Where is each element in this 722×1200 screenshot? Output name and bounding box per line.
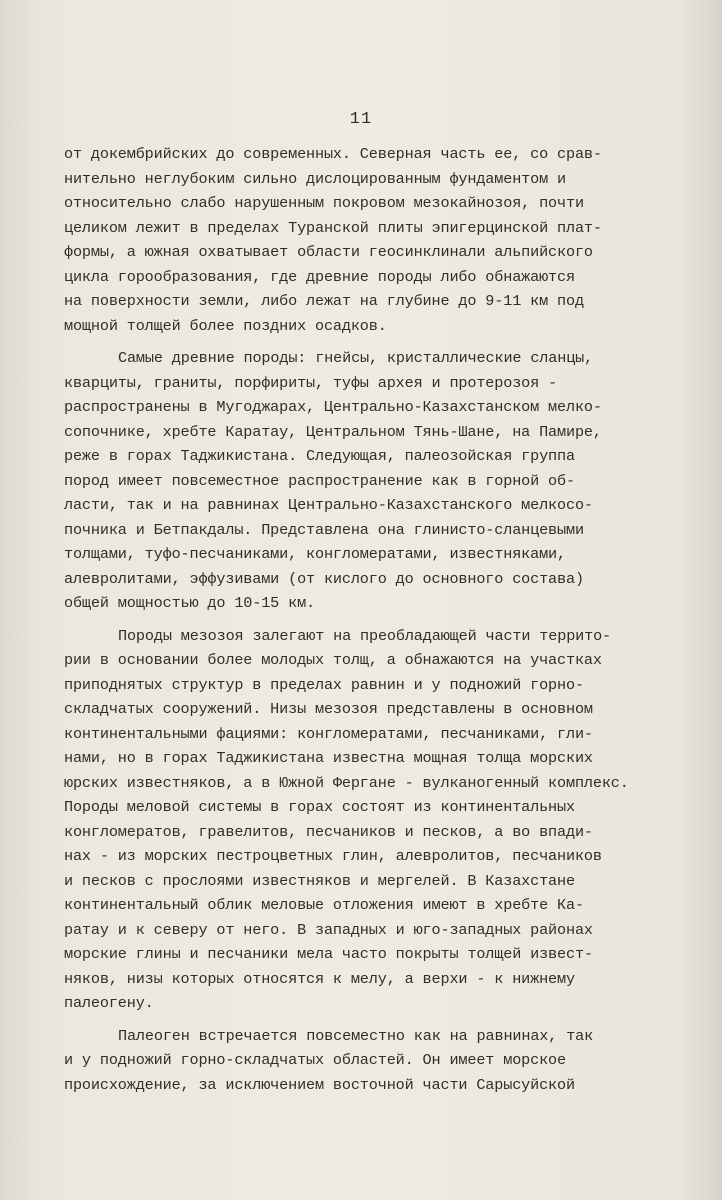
text-line: и у подножий горно-складчатых областей. Он имеет морское xyxy=(64,1051,566,1069)
page-number: 11 xyxy=(349,110,373,129)
text-line: конгломератов, гравелитов, песчаников и песков, а во впади- xyxy=(64,822,593,841)
text-line: континентальный облик меловые отложения имеют в хребте Ка- xyxy=(64,896,584,914)
text-line: нами, но в горах Таджикистана известна мощная толща морских xyxy=(64,749,593,767)
text-line: почника и Бетпакдалы. Представлена она глинисто-сланцевыми xyxy=(64,520,584,539)
text-line: складчатых сооружений. Низы мезозоя представлены в основном xyxy=(64,700,593,718)
paragraph-first-line: Самые древние породы: гнейсы, кристаллические сланцы, xyxy=(118,349,594,367)
text-line: от докембрийских до современных. Северная часть ее, со срав- xyxy=(64,145,602,163)
body-text xyxy=(64,142,664,1097)
text-line: приподнятых структур в пределах равнин и у подножий горно- xyxy=(64,675,584,694)
text-line: ратау и к северу от него. В западных и юго-западных районах xyxy=(64,920,593,939)
paragraph-first-line: Палеоген встречается повсеместно как на равнинах, так xyxy=(118,1026,594,1045)
text-line: нах - из морских пестроцветных глин, алевролитов, песчаников xyxy=(64,847,602,865)
text-line: рии в основании более молодых толщ, а обнажаются на участках xyxy=(64,651,602,669)
text-line: нительно неглубоким сильно дислоцированным фундаментом и xyxy=(64,169,566,188)
text-line: палеогену. xyxy=(64,994,154,1012)
text-line: общей мощностью до 10-15 км. xyxy=(64,594,315,612)
text-line: юрских известняков, а в Южной Фергане - вулканогенный комплекс. xyxy=(64,773,629,792)
text-line: кварциты, граниты, порфириты, туфы архея и протерозоя - xyxy=(64,373,558,392)
text-line: алевролитами, эффузивами (от кислого до основного состава) xyxy=(64,569,584,588)
text-line: формы, а южная охватывает области геосинклинали альпийского xyxy=(64,243,593,261)
text-line: и песков с прослоями известняков и мергелей. В Казахстане xyxy=(64,871,575,890)
text-line: пород имеет повсеместное распространение как в горной об- xyxy=(64,471,575,490)
text-line: реже в горах Таджикистана. Следующая, палеозойская группа xyxy=(64,447,575,465)
text-line: на поверхности земли, либо лежат на глубине до 9-11 км под xyxy=(64,292,584,310)
text-line: мощной толщей более поздних осадков. xyxy=(64,316,387,335)
text-line: Породы меловой системы в горах состоят из континентальных xyxy=(64,798,575,816)
text-line: континентальными фациями: конгломератами, песчаниками, гли- xyxy=(64,724,593,743)
text-line: толщами, туфо-песчаниками, конгломератами, известняками, xyxy=(64,545,566,563)
text-line: ласти, так и на равнинах Центрально-Казахстанского мелкосо- xyxy=(64,496,593,514)
text-line: сопочнике, хребте Каратау, Центральном Тянь-Шане, на Памире, xyxy=(64,422,602,441)
text-line: распространены в Мугоджарах, Центрально-Казахстанском мелко- xyxy=(64,398,602,416)
paragraph-first-line: Породы мезозоя залегают на преобладающей части террито- xyxy=(118,626,612,645)
text-line: цикла горообразования, где древние породы либо обнажаются xyxy=(64,267,575,286)
text-line: относительно слабо нарушенным покровом мезокайнозоя, почти xyxy=(64,194,584,212)
text-line: няков, низы которых относятся к мелу, а верхи - к нижнему xyxy=(64,969,575,988)
text-line: целиком лежит в пределах Туранской плиты эпигерцинской плат- xyxy=(64,218,602,237)
text-line: происхождение, за исключением восточной части Сарысуйской xyxy=(64,1075,575,1094)
text-line: морские глины и песчаники мела часто покрыты толщей извест- xyxy=(64,945,593,963)
